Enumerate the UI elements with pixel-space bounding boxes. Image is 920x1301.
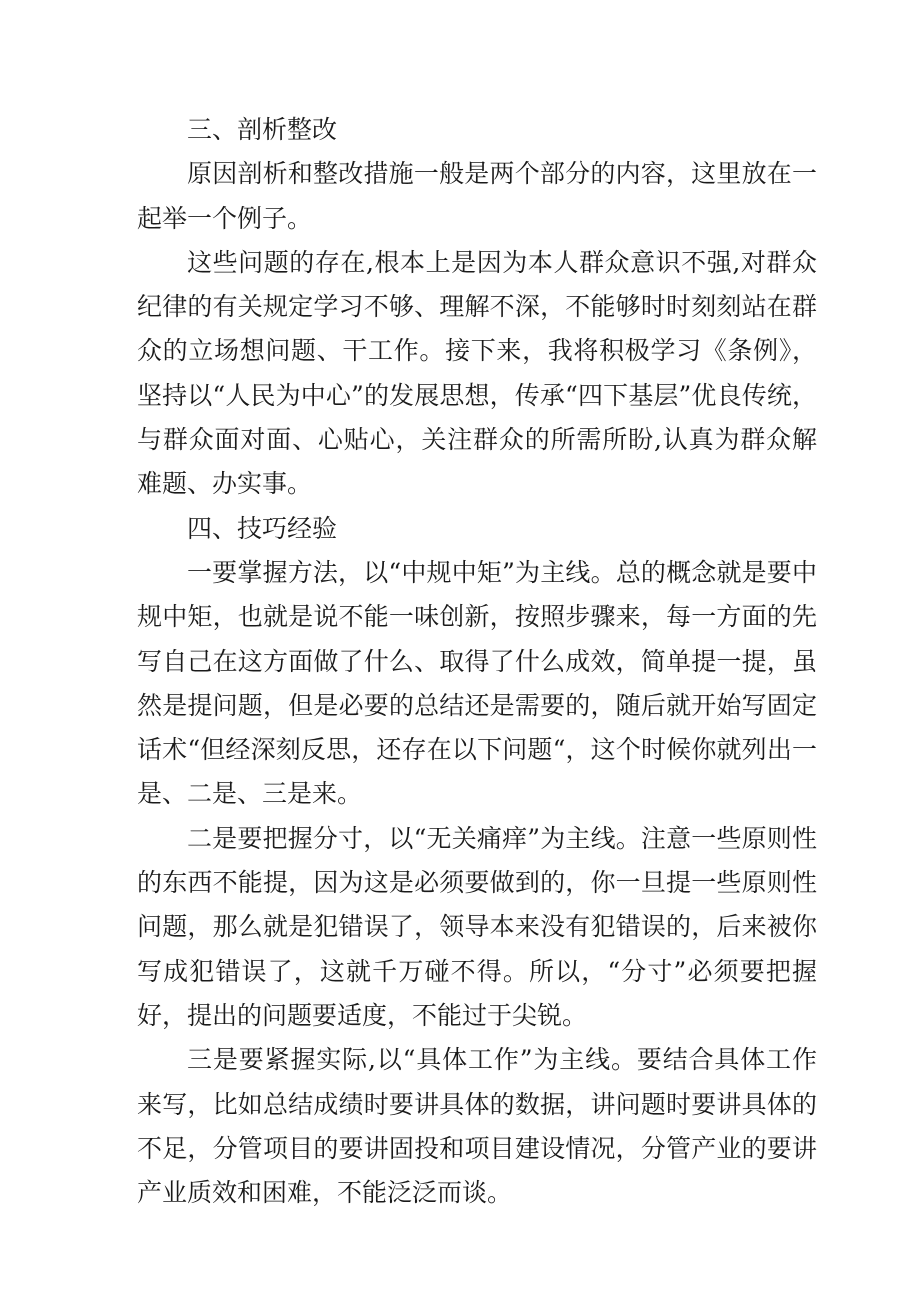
document-body: [137, 108, 817, 1215]
paragraph: 这些问题的存在,根本上是因为本人群众意识不强,对群众纪律的有关规定学习不够、理解不深，不能够时时刻刻站在群众的立场想问题、干工作。接下来，我将积极学习《条例》，坚持以“人民为中心”的发展思想，传承“四下基层”优良传统，与群众面对面、心贴心，关注群众的所需所盼,认真为群众解难题、办实事。: [137, 247, 817, 499]
paragraph: 三是要紧握实际,以“具体工作”为主线。要结合具体工作来写，比如总结成绩时要讲具体的数据，讲问题时要讲具体的不足，分管项目的要讲固投和项目建设情况，分管产业的要讲产业质效和困难，不能泛泛而谈。: [137, 1045, 817, 1208]
paragraph: 一要掌握方法，以“中规中矩”为主线。总的概念就是要中规中矩，也就是说不能一味创新，按照步骤来，每一方面的先写自己在这方面做了什么、取得了什么成效，简单提一提，虽然是提问题，但是必要的总结还是需要的，随后就开始写固定话术“但经深刻反思，还存在以下问题“，这个时候你就列出一是、二是、三是来。: [137, 557, 817, 809]
paragraph: 二是要把握分寸，以“无关痛痒”为主线。注意一些原则性的东西不能提，因为这是必须要做到的，你一旦提一些原则性问题，那么就是犯错误了，领导本来没有犯错误的，后来被你写成犯错误了，这就千万碰不得。所以，“分寸”必须要把握好，提出的问题要适度，不能过于尖锐。: [137, 823, 817, 1030]
paragraph: 原因剖析和整改措施一般是两个部分的内容，这里放在一起举一个例子。: [137, 159, 817, 233]
section-heading-tips: 四、技巧经验: [187, 513, 338, 543]
section-heading-analysis: 三、剖析整改: [187, 115, 338, 144]
